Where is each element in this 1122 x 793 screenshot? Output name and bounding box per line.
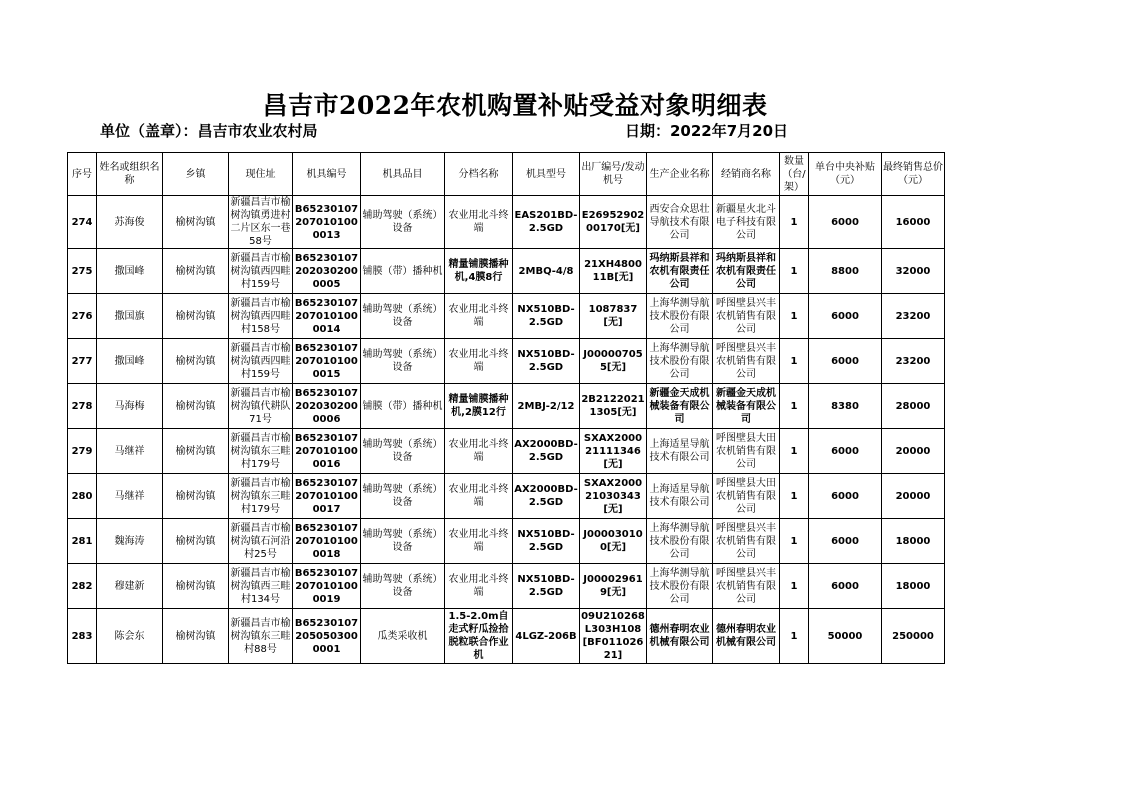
cell-machine-no: B652301072050503000001 — [293, 609, 361, 664]
unit-label: 单位（盖章）：昌吉市农业农村局 — [100, 122, 318, 140]
cell-maker: 西安合众思壮导航技术有限公司 — [647, 196, 713, 249]
cell-seq: 279 — [68, 429, 97, 474]
cell-qty: 1 — [780, 429, 809, 474]
header-seq: 序号 — [68, 153, 97, 196]
cell-item: 辅助驾驶（系统）设备 — [361, 564, 445, 609]
table-row — [68, 429, 945, 474]
cell-model: 2MBJ-2/12 — [513, 384, 580, 429]
cell-name: 撒国峰 — [97, 339, 163, 384]
cell-maker: 上海适星导航技术有限公司 — [647, 474, 713, 519]
header-grade: 分档名称 — [445, 153, 513, 196]
cell-serial: 09U210268L303H108[BF01102621] — [580, 609, 647, 664]
cell-seq: 278 — [68, 384, 97, 429]
cell-subsidy: 8380 — [809, 384, 882, 429]
cell-item: 铺膜（带）播种机 — [361, 384, 445, 429]
cell-name: 撒国旗 — [97, 294, 163, 339]
cell-dealer: 德州春明农业机械有限公司 — [713, 609, 780, 664]
cell-address: 新疆昌吉市榆树沟镇西四畦村159号 — [229, 339, 293, 384]
header-price: 最终销售总价（元） — [882, 153, 945, 196]
cell-address: 新疆昌吉市榆树沟镇勇进村二片区东一巷58号 — [230, 197, 291, 247]
cell-name: 陈会东 — [97, 609, 163, 664]
cell-dealer: 新疆金天成机械装备有限公司 — [713, 384, 780, 429]
cell-maker: 上海适星导航技术有限公司 — [647, 429, 713, 474]
cell-serial: J000030100[无] — [580, 519, 647, 564]
cell-name: 魏海涛 — [97, 519, 163, 564]
cell-machine-no: B652301072020302000006 — [293, 384, 361, 429]
header-maker: 生产企业名称 — [647, 153, 713, 196]
cell-qty: 1 — [780, 339, 809, 384]
cell-serial: SXAX200021030343[无] — [580, 474, 647, 519]
cell-name: 马海梅 — [97, 384, 163, 429]
table-row — [68, 564, 945, 609]
cell-item: 铺膜（带）播种机 — [361, 249, 445, 294]
cell-dealer: 呼图壁县兴丰农机销售有限公司 — [713, 564, 780, 609]
cell-maker: 上海华测导航技术股份有限公司 — [647, 519, 713, 564]
cell-item: 辅助驾驶（系统）设备 — [361, 294, 445, 339]
cell-dealer: 呼图壁县大田农机销售有限公司 — [713, 474, 780, 519]
cell-price: 16000 — [882, 196, 945, 249]
table-row — [68, 519, 945, 564]
cell-serial: 1087837[无] — [580, 294, 647, 339]
cell-subsidy: 50000 — [809, 609, 882, 664]
cell-seq: 281 — [68, 519, 97, 564]
cell-town: 榆树沟镇 — [163, 609, 229, 664]
cell-item: 辅助驾驶（系统）设备 — [361, 429, 445, 474]
cell-subsidy: 6000 — [809, 519, 882, 564]
table-header-row — [68, 153, 945, 196]
table-row — [68, 196, 945, 249]
cell-price: 250000 — [882, 609, 945, 664]
cell-machine-no: B652301072070101000018 — [293, 519, 361, 564]
cell-seq: 276 — [68, 294, 97, 339]
cell-qty: 1 — [780, 294, 809, 339]
cell-qty: 1 — [780, 249, 809, 294]
header-subsidy: 单台中央补贴（元） — [809, 153, 882, 196]
cell-address: 新疆昌吉市榆树沟镇西三畦村134号 — [229, 564, 293, 609]
cell-maker: 上海华测导航技术股份有限公司 — [647, 294, 713, 339]
header-name: 姓名或组织名称 — [97, 153, 163, 196]
cell-grade: 1.5-2.0m自走式籽瓜捡拾脱粒联合作业机 — [445, 609, 513, 664]
cell-address: 新疆昌吉市榆树沟镇代耕队71号 — [229, 384, 293, 429]
cell-model: NX510BD-2.5GD — [513, 294, 580, 339]
cell-town: 榆树沟镇 — [163, 249, 229, 294]
header-item: 机具品目 — [361, 153, 445, 196]
cell-address: 新疆昌吉市榆树沟镇东三畦村179号 — [229, 429, 293, 474]
cell-machine-no: B652301072020302000005 — [293, 249, 361, 294]
cell-model: NX510BD-2.5GD — [513, 564, 580, 609]
cell-dealer: 呼图壁县兴丰农机销售有限公司 — [713, 294, 780, 339]
cell-item: 辅助驾驶（系统）设备 — [361, 339, 445, 384]
cell-maker: 上海华测导航技术股份有限公司 — [647, 339, 713, 384]
cell-town: 榆树沟镇 — [163, 294, 229, 339]
cell-name: 撒国峰 — [97, 249, 163, 294]
cell-item: 辅助驾驶（系统）设备 — [361, 519, 445, 564]
cell-subsidy: 6000 — [809, 474, 882, 519]
cell-model: NX510BD-2.5GD — [513, 339, 580, 384]
header-serial: 出厂编号/发动机号 — [580, 153, 647, 196]
cell-maker: 新疆金天成机械装备有限公司 — [647, 384, 713, 429]
cell-grade: 农业用北斗终端 — [445, 429, 513, 474]
cell-machine-no: B652301072070101000014 — [293, 294, 361, 339]
cell-serial: 21XH480011B[无] — [580, 249, 647, 294]
cell-name: 苏海俊 — [97, 196, 163, 249]
cell-dealer: 新疆星火北斗电子科技有限公司 — [713, 196, 780, 249]
cell-town: 榆树沟镇 — [163, 519, 229, 564]
cell-item: 辅助驾驶（系统）设备 — [361, 474, 445, 519]
date-label: 日期：2022年7月20日 — [625, 122, 789, 140]
cell-name: 穆建新 — [97, 564, 163, 609]
cell-qty: 1 — [780, 519, 809, 564]
cell-price: 23200 — [882, 294, 945, 339]
cell-address: 新疆昌吉市榆树沟镇东三畦村179号 — [229, 474, 293, 519]
cell-town: 榆树沟镇 — [163, 339, 229, 384]
cell-model: NX510BD-2.5GD — [513, 519, 580, 564]
cell-subsidy: 8800 — [809, 249, 882, 294]
cell-maker: 上海华测导航技术股份有限公司 — [647, 564, 713, 609]
cell-address: 新疆昌吉市榆树沟镇东三畦村88号 — [229, 609, 293, 664]
cell-dealer: 呼图壁县大田农机销售有限公司 — [713, 429, 780, 474]
header-dealer: 经销商名称 — [713, 153, 780, 196]
cell-subsidy: 6000 — [809, 339, 882, 384]
cell-serial: SXAX200021111346[无] — [580, 429, 647, 474]
cell-serial: J000029619[无] — [580, 564, 647, 609]
cell-model: AX2000BD-2.5GD — [513, 474, 580, 519]
cell-qty: 1 — [780, 474, 809, 519]
table-row — [68, 339, 945, 384]
header-address: 现住址 — [229, 153, 293, 196]
table-row — [68, 294, 945, 339]
cell-grade: 农业用北斗终端 — [445, 474, 513, 519]
cell-price: 18000 — [882, 564, 945, 609]
cell-price: 18000 — [882, 519, 945, 564]
table-row — [68, 384, 945, 429]
cell-town: 榆树沟镇 — [163, 564, 229, 609]
cell-subsidy: 6000 — [809, 429, 882, 474]
cell-address: 新疆昌吉市榆树沟镇石河沿村25号 — [229, 519, 293, 564]
cell-price: 23200 — [882, 339, 945, 384]
cell-dealer: 玛纳斯县祥和农机有限责任公司 — [713, 249, 780, 294]
cell-serial: 2B21220211305[无] — [580, 384, 647, 429]
cell-seq: 283 — [68, 609, 97, 664]
cell-seq: 277 — [68, 339, 97, 384]
cell-machine-no: B652301072070101000017 — [293, 474, 361, 519]
cell-machine-no: B652301072070101000015 — [293, 339, 361, 384]
cell-grade: 农业用北斗终端 — [445, 339, 513, 384]
cell-machine-no: B652301072070101000016 — [293, 429, 361, 474]
cell-model: EAS201BD-2.5GD — [513, 196, 580, 249]
cell-maker: 德州春明农业机械有限公司 — [647, 609, 713, 664]
cell-qty: 1 — [780, 564, 809, 609]
cell-item: 瓜类采收机 — [361, 609, 445, 664]
cell-subsidy: 6000 — [809, 564, 882, 609]
table-row — [68, 474, 945, 519]
cell-grade: 农业用北斗终端 — [445, 519, 513, 564]
cell-seq: 280 — [68, 474, 97, 519]
header-model: 机具型号 — [513, 153, 580, 196]
header-qty: 数量（台/架） — [780, 153, 809, 196]
cell-dealer: 呼图壁县兴丰农机销售有限公司 — [713, 519, 780, 564]
cell-seq: 275 — [68, 249, 97, 294]
cell-model: 4LGZ-206B — [513, 609, 580, 664]
table-row — [68, 249, 945, 294]
subsidy-table — [67, 152, 945, 664]
cell-town: 榆树沟镇 — [163, 384, 229, 429]
cell-address: 新疆昌吉市榆树沟镇西四畦村159号 — [229, 249, 293, 294]
table-row — [68, 609, 945, 664]
cell-town: 榆树沟镇 — [163, 429, 229, 474]
cell-maker: 玛纳斯县祥和农机有限责任公司 — [647, 249, 713, 294]
cell-name: 马继祥 — [97, 474, 163, 519]
cell-town: 榆树沟镇 — [163, 196, 229, 249]
cell-grade: 精量铺膜播种机,2膜12行 — [445, 384, 513, 429]
cell-machine-no: B652301072070101000019 — [293, 564, 361, 609]
cell-qty: 1 — [780, 609, 809, 664]
cell-grade: 农业用北斗终端 — [445, 196, 513, 249]
cell-price: 20000 — [882, 429, 945, 474]
cell-seq: 282 — [68, 564, 97, 609]
cell-address: 新疆昌吉市榆树沟镇西四畦村158号 — [229, 294, 293, 339]
cell-grade: 农业用北斗终端 — [445, 294, 513, 339]
cell-name: 马继祥 — [97, 429, 163, 474]
cell-town: 榆树沟镇 — [163, 474, 229, 519]
cell-qty: 1 — [780, 384, 809, 429]
cell-grade: 农业用北斗终端 — [445, 564, 513, 609]
cell-qty: 1 — [780, 196, 809, 249]
cell-item: 辅助驾驶（系统）设备 — [361, 196, 445, 249]
page-title: 昌吉市2022年农机购置补贴受益对象明细表 — [262, 91, 768, 120]
cell-machine-no: B652301072070101000013 — [293, 196, 361, 249]
cell-model: 2MBQ-4/8 — [513, 249, 580, 294]
cell-grade: 精量铺膜播种机,4膜8行 — [445, 249, 513, 294]
cell-seq: 274 — [68, 196, 97, 249]
cell-price: 28000 — [882, 384, 945, 429]
cell-subsidy: 6000 — [809, 196, 882, 249]
header-town: 乡镇 — [163, 153, 229, 196]
cell-model: AX2000BD-2.5GD — [513, 429, 580, 474]
cell-serial: E2695290200170[无] — [580, 196, 647, 249]
cell-subsidy: 6000 — [809, 294, 882, 339]
cell-serial: J000007055[无] — [580, 339, 647, 384]
cell-price: 20000 — [882, 474, 945, 519]
header-machine-no: 机具编号 — [293, 153, 361, 196]
cell-dealer: 呼图壁县兴丰农机销售有限公司 — [713, 339, 780, 384]
cell-price: 32000 — [882, 249, 945, 294]
